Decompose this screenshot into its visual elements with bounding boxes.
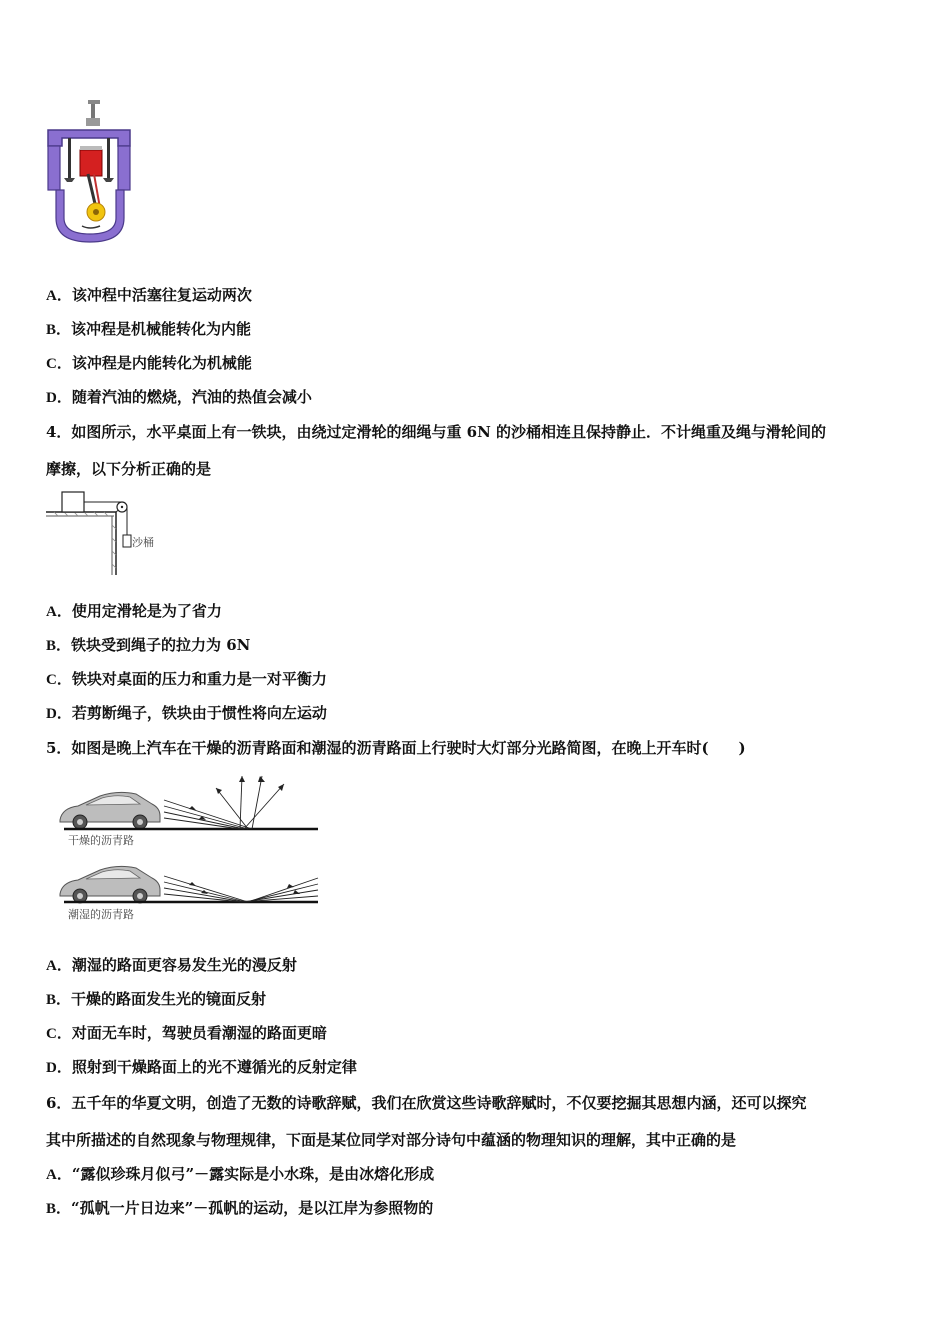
q5-option-b: B．干燥的路面发生光的镜面反射 — [46, 990, 267, 1008]
q6-question-line1: 6．五千年的华夏文明，创造了无数的诗歌辞赋，我们在欣赏这些诗歌辞赋时，不仅要挖掘其思想内涵，还可以探究 — [46, 1094, 807, 1112]
q3-option-c: C．该冲程是内能转化为机械能 — [46, 354, 252, 372]
headlight-reflection-figure — [56, 772, 322, 924]
wet-road-diagram — [60, 866, 318, 921]
q6-option-a: A．“露似珍珠月似弓”－露实际是小水珠，是由冰熔化形成 — [46, 1165, 435, 1183]
q4-option-d: D．若剪断绳子，铁块由于惯性将向左运动 — [46, 704, 327, 722]
q3-option-d: D．随着汽油的燃烧，汽油的热值会减小 — [46, 388, 312, 406]
engine-stroke-figure — [44, 100, 136, 245]
wet-road-caption: 潮湿的沥青路 — [68, 908, 134, 921]
pulley-figure — [44, 490, 174, 580]
q3-option-a: A．该冲程中活塞往复运动两次 — [46, 286, 252, 304]
dry-road-diagram — [60, 776, 318, 847]
q3-option-b: B．该冲程是机械能转化为内能 — [46, 320, 252, 338]
q6-question-line2: 其中所描述的自然现象与物理规律，下面是某位同学对部分诗句中蕴涵的物理知识的理解，其中正确的是 — [46, 1131, 737, 1149]
q4-option-b: B．铁块受到绳子的拉力为 6N — [46, 636, 251, 654]
q4-option-a: A．使用定滑轮是为了省力 — [46, 602, 222, 620]
q4-question-line1: 4．如图所示，水平桌面上有一铁块，由绕过定滑轮的细绳与重 6N 的沙桶相连且保持静止．不计绳重及绳与滑轮间的 — [46, 423, 827, 441]
q4-option-c: C．铁块对桌面的压力和重力是一对平衡力 — [46, 670, 327, 688]
q6-option-b: B．“孤帆一片日边来”－孤帆的运动，是以江岸为参照物的 — [46, 1199, 434, 1217]
q4-question-line2: 摩擦，以下分析正确的是 — [46, 460, 212, 478]
q5-question-line1: 5．如图是晚上汽车在干燥的沥青路面和潮湿的沥青路面上行驶时大灯部分光路简图，在晚上开车时( ) — [46, 739, 746, 757]
q5-option-d: D．照射到干燥路面上的光不遵循光的反射定律 — [46, 1058, 357, 1076]
q5-option-c: C．对面无车时，驾驶员看潮湿的路面更暗 — [46, 1024, 327, 1042]
q5-option-a: A．潮湿的路面更容易发生光的漫反射 — [46, 956, 297, 974]
dry-road-caption: 干燥的沥青路 — [68, 834, 134, 847]
bucket-label: 沙桶 — [132, 536, 154, 549]
